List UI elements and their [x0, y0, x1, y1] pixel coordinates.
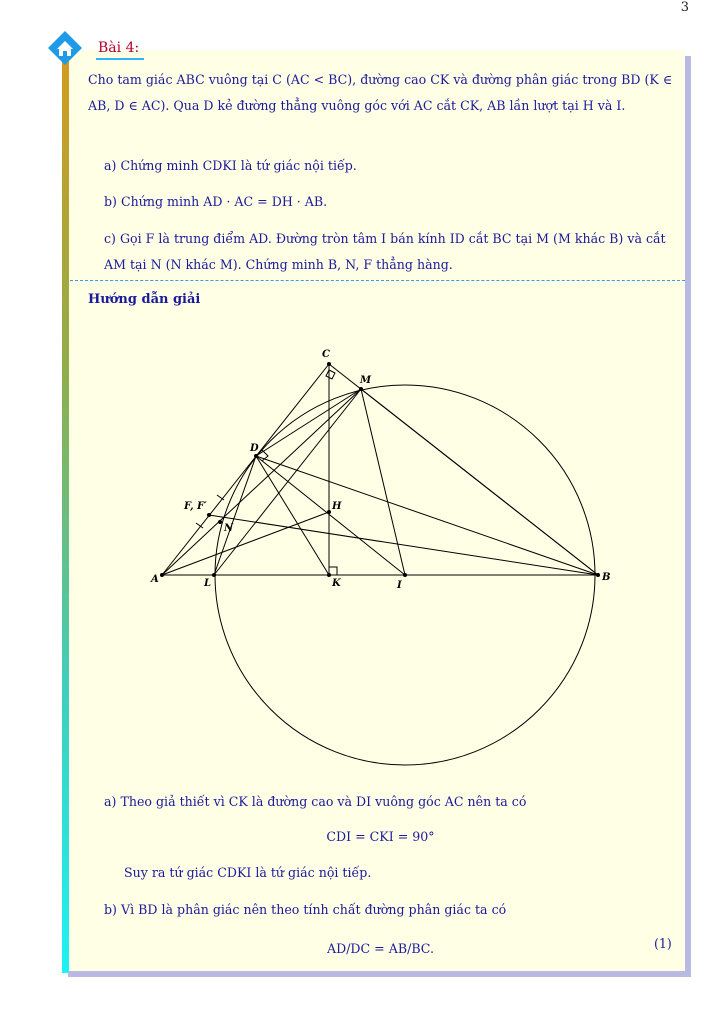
label-A: A	[151, 574, 159, 585]
item-text: Chứng minh AD · AC = DH · AB.	[121, 194, 328, 209]
equation-number: (1)	[654, 936, 672, 951]
label-M: M	[360, 375, 372, 386]
section-divider	[70, 280, 685, 281]
label-I: I	[397, 580, 402, 591]
label-H: H	[332, 501, 342, 512]
part-label: a)	[104, 794, 117, 809]
label-N: N	[224, 523, 234, 534]
geometry-figure	[140, 340, 620, 780]
label-C: C	[322, 349, 330, 360]
item-label: a)	[104, 158, 117, 173]
home-icon[interactable]	[46, 29, 84, 67]
part-text: Vì BD là phân giác nên theo tính chất đường phân giác ta có	[121, 902, 507, 917]
problem-item-a	[104, 153, 674, 179]
problem-statement	[88, 67, 673, 119]
title-underline	[96, 58, 144, 60]
item-text: Chứng minh CDKI là tứ giác nội tiếp.	[120, 158, 357, 173]
item-label: b)	[104, 194, 117, 209]
exercise-title: Bài 4:	[98, 40, 140, 56]
label-K: K	[332, 578, 341, 589]
item-text: Gọi F là trung điểm AD. Đường tròn tâm I bán kính ID cắt BC tại M (M khác B) và cắt AM tại N (N khác M). Chứng minh B, N, F thẳng hàng.	[104, 231, 666, 272]
left-accent-bar	[62, 52, 69, 973]
problem-text: Cho tam giác ABC vuông tại C (AC < BC), đường cao CK và đường phân giác trong BD (K ∈ AB, D ∈ AC). Qua D kẻ đường thẳng vuông góc với AC cắt CK, AB lần lượt tại H và I.	[88, 72, 673, 113]
equation-angles: CDI = CKI = 90°	[326, 829, 435, 844]
equation-ratio: AD/DC = AB/BC.	[327, 941, 434, 956]
item-label: c)	[104, 231, 116, 246]
solution-part-b	[104, 897, 674, 923]
part-a-conclusion: Suy ra tứ giác CDKI là tứ giác nội tiếp.	[124, 865, 372, 880]
part-text: Theo giả thiết vì CK là đường cao và DI vuông góc AC nên ta có	[120, 794, 527, 809]
label-L: L	[204, 578, 212, 589]
solution-part-a	[104, 789, 674, 815]
part-label: b)	[104, 902, 117, 917]
problem-item-c	[104, 226, 674, 278]
label-FF: F, F′	[184, 501, 207, 512]
label-B: B	[602, 572, 611, 583]
page-number: 3	[680, 0, 689, 15]
solution-title: Hướng dẫn giải	[88, 292, 201, 307]
problem-item-b	[104, 189, 674, 215]
label-D: D	[250, 443, 259, 454]
